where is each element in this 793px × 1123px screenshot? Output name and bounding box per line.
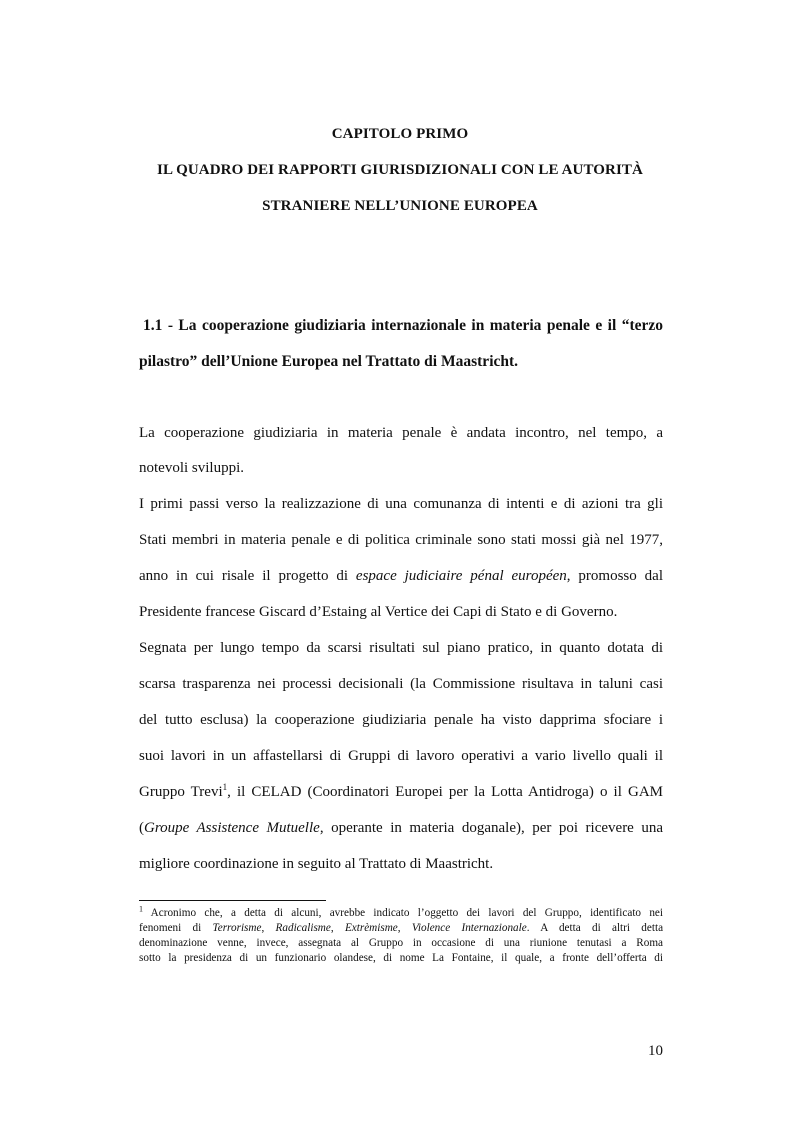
footnote-line: denominazione venne, invece, assegnata al Gruppo in occasione di una riunione tenutasi a Roma xyxy=(139,937,663,949)
italic-phrase: Groupe Assistence Mutuelle xyxy=(144,820,320,836)
paragraph-line: Presidente francese Giscard d’Estaing al Vertice dei Capi di Stato e di Governo. xyxy=(139,604,618,620)
italic-phrase: espace judiciaire pénal européen xyxy=(355,568,567,584)
paragraph-line: del tutto esclusa) la cooperazione giudiziaria penale ha visto dapprima sfociare i xyxy=(139,712,663,728)
paragraph-line: (Groupe Assistence Mutuelle, operante in materia doganale), per poi ricevere una xyxy=(139,820,664,836)
paragraph-line: anno in cui risale il progetto di espace judiciaire pénal européen, promosso dal xyxy=(139,568,663,584)
section-title-line-2: pilastro” dell’Unione Europea nel Trattato di Maastricht. xyxy=(139,353,519,370)
chapter-label: CAPITOLO PRIMO xyxy=(331,126,469,142)
paragraph-line: suoi lavori in un affastellarsi di Gruppi di lavoro operativi a vario livello quali il xyxy=(139,748,663,764)
paragraph-line: migliore coordinazione in seguito al Trattato di Maastricht. xyxy=(139,856,494,872)
section-title-line-1: 1.1 - La cooperazione giudiziaria internazionale in materia penale e il “terzo xyxy=(143,317,663,334)
paragraph-line: Gruppo Trevi$^1$, il CELAD (Coordinatori Europei per la Lotta Antidroga) o il GAM xyxy=(139,782,663,800)
footnote-line: sotto la presidenza di un funzionario olandese, di nome La Fontaine, il quale, a fronte dell’offerta di xyxy=(139,952,663,964)
chapter-title-line-2: STRANIERE NELL’UNIONE EUROPEA xyxy=(262,198,538,214)
paragraph-line: La cooperazione giudiziaria in materia penale è andata incontro, nel tempo, a xyxy=(139,425,663,441)
paragraph-line: notevoli sviluppi. xyxy=(139,460,244,476)
paragraph-line: Stati membri in materia penale e di politica criminale sono stati mossi già nel 1977, xyxy=(139,532,663,548)
chapter-title-line-1: IL QUADRO DEI RAPPORTI GIURISDIZIONALI CON LE AUTORITÀ xyxy=(157,162,643,178)
paragraph-line: I primi passi verso la realizzazione di una comunanza di intenti e di azioni tra gli xyxy=(139,496,663,512)
paragraph-line: scarsa trasparenza nei processi decisionali (la Commissione risultava in taluni casi xyxy=(139,676,663,692)
footnote-separator xyxy=(139,900,326,901)
page-number: 10 xyxy=(648,1043,663,1059)
footnote-line: $^1$ Acronimo che, a detta di alcuni, avrebbe indicato l’oggetto dei lavori del Gruppo, identificato nei xyxy=(139,904,663,919)
footnote-reference[interactable]: 1 xyxy=(222,782,228,792)
footnote-line: fenomeni di Terrorisme, Radicalisme, Extrèmisme, Violence Internazionale. A detta di altri detta xyxy=(139,922,664,934)
paragraph-line: Segnata per lungo tempo da scarsi risultati sul piano pratico, in quanto dotata di xyxy=(139,640,663,656)
footnote-marker: 1 xyxy=(139,904,143,914)
